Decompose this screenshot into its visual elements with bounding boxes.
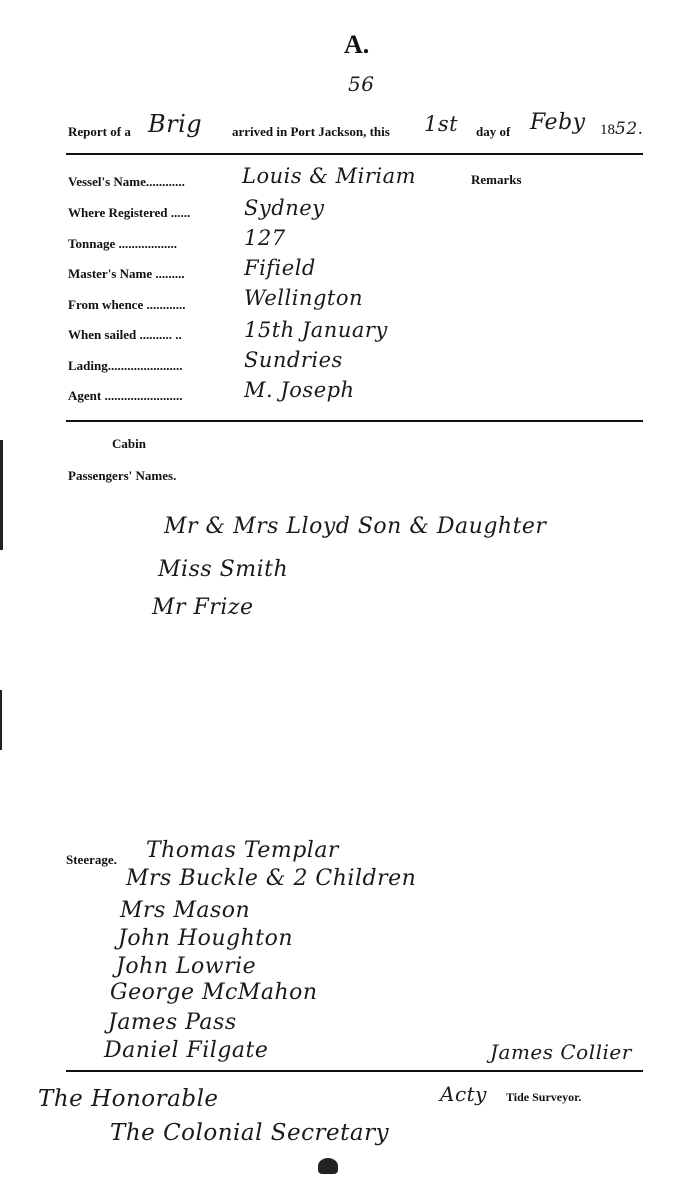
report-prefix: Report of a [68,124,131,139]
addressee-line-1: The Honorable [38,1086,219,1112]
year-written: 52. [615,119,644,139]
field-label-tonnage: Tonnage .................. [68,236,177,251]
steerage-passenger: Daniel Filgate [104,1038,269,1063]
year [600,119,644,139]
fields-rule [66,420,643,422]
steerage-passenger: John Lowrie [116,954,257,979]
acting-mark: Acty [440,1082,487,1106]
scan-edge-mark [0,690,2,750]
steerage-passenger: George McMahon [110,980,318,1005]
cabin-passenger: Miss Smith [158,557,289,582]
addressee-line-2: The Colonial Secretary [110,1120,390,1146]
field-label-agent: Agent ........................ [68,388,183,403]
field-value-from-whence: Wellington [244,286,364,310]
field-value-agent: M. Joseph [244,378,355,402]
field-value-lading: Sundries [244,348,343,372]
day-value: 1st [424,112,459,136]
field-value-when-sailed: 15th January [244,318,388,342]
field-label-lading: Lading....................... [68,358,183,373]
cabin-passenger: Mr & Mrs Lloyd Son & Daughter [164,514,547,539]
section-letter: A. [344,30,370,59]
page-binding-mark [318,1158,338,1174]
steerage-passenger: Mrs Buckle & 2 Children [126,866,417,891]
field-label-master-name: Master's Name ......... [68,266,185,281]
footer-rule [66,1070,643,1072]
arrived-text: arrived in Port Jackson, this [232,124,390,139]
remarks-label: Remarks [471,172,522,187]
passengers-names-label: Passengers' Names. [68,468,177,483]
tide-surveyor-label: Tide Surveyor. [506,1090,582,1104]
steerage-passenger: James Pass [108,1010,237,1035]
folio-number: 56 [348,72,375,96]
vessel-type: Brig [148,110,203,138]
header-rule [66,153,643,155]
day-label: day of [476,124,511,139]
field-value-master-name: Fifield [244,256,316,280]
steerage-label: Steerage. [66,852,117,867]
surveyor-signature: James Collier [490,1040,632,1064]
steerage-passenger: Thomas Templar [146,838,339,863]
field-label-when-sailed: When sailed .......... .. [68,327,182,342]
field-label-from-whence: From whence ............ [68,297,186,312]
field-label-vessel-name: Vessel's Name............ [68,174,185,189]
scan-edge-mark [0,440,3,550]
field-value-where-registered: Sydney [244,196,325,220]
cabin-label: Cabin [112,436,146,451]
field-label-where-registered: Where Registered ...... [68,205,191,220]
field-value-tonnage: 127 [244,226,286,250]
steerage-passenger: John Houghton [118,926,294,951]
steerage-passenger: Mrs Mason [120,898,251,923]
year-printed: 18 [600,122,615,138]
month-value: Feby [530,110,586,135]
cabin-passenger: Mr Frize [152,595,254,620]
field-value-vessel-name: Louis & Miriam [242,164,417,188]
